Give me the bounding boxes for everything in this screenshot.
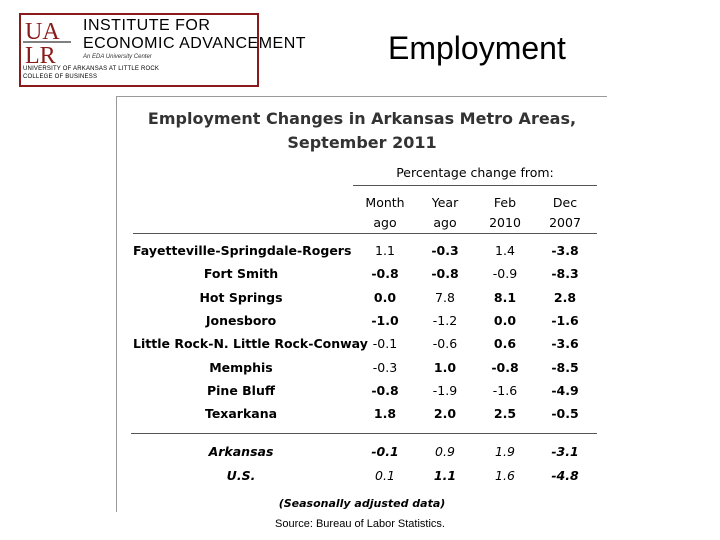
logo-line-1: INSTITUTE FOR xyxy=(83,17,211,34)
table-cell: 0.1 xyxy=(375,468,395,483)
table-cell: 0.0 xyxy=(373,289,397,305)
table-cell: 1.1 xyxy=(433,468,457,483)
column-header-line-2: ago xyxy=(433,215,457,230)
table-cell: -0.1 xyxy=(372,336,398,352)
column-header-line-1: Year xyxy=(431,195,459,210)
column-header-line-2: 2007 xyxy=(549,215,581,230)
column-header xyxy=(475,193,535,233)
slide-title: Employment xyxy=(388,30,566,66)
summary-rule xyxy=(131,433,597,434)
column-header-line-1: Dec xyxy=(552,195,578,210)
table-cell: 1.9 xyxy=(495,444,515,459)
logo-line-2: ECONOMIC ADVANCEMENT xyxy=(83,35,307,52)
metro-name: Little Rock-N. Little Rock-Conway xyxy=(133,336,368,352)
table-cell: 1.8 xyxy=(373,406,397,422)
table-cell: 1.1 xyxy=(375,243,395,258)
table-cell: 2.8 xyxy=(553,289,577,305)
table-cell: 0.9 xyxy=(435,444,455,459)
table-cell: -1.6 xyxy=(492,382,518,398)
table-cell: -0.1 xyxy=(371,444,399,459)
table-cell: -4.8 xyxy=(551,468,579,483)
table-cell: -0.6 xyxy=(432,336,458,352)
table-cell: -3.8 xyxy=(551,243,579,258)
top-rule xyxy=(133,233,597,234)
logo-initials-ua: UA xyxy=(25,19,60,45)
table-title xyxy=(117,107,607,155)
employment-table-panel xyxy=(116,96,607,512)
table-cell: 2.5 xyxy=(493,406,517,422)
logo-college: COLLEGE OF BUSINESS xyxy=(23,74,98,80)
table-cell: 1.6 xyxy=(495,468,515,483)
percent-change-header: Percentage change from: xyxy=(396,165,554,180)
table-cell: 8.1 xyxy=(493,289,517,305)
table-cell: 2.0 xyxy=(433,406,457,422)
logo-subtitle: An EDA University Center xyxy=(83,54,152,60)
table-cell: -1.2 xyxy=(432,312,458,328)
summary-row-name: Arkansas xyxy=(208,444,274,459)
table-cell: -3.1 xyxy=(551,444,579,459)
table-cell: -0.8 xyxy=(431,266,459,282)
header-rule xyxy=(353,185,597,186)
table-cell: -3.6 xyxy=(551,336,579,352)
table-cell: 1.0 xyxy=(433,359,457,375)
table-cell: -8.5 xyxy=(551,359,579,375)
column-header xyxy=(415,193,475,233)
metro-name: Pine Bluff xyxy=(206,382,275,398)
metro-name: Fort Smith xyxy=(203,266,279,282)
column-header-line-1: Feb xyxy=(493,195,517,210)
column-header-line-1: Month xyxy=(365,195,405,210)
table-cell: 0.0 xyxy=(493,312,517,328)
table-cell: 0.6 xyxy=(493,336,517,352)
column-header xyxy=(355,193,415,233)
column-header-line-2: 2010 xyxy=(489,215,521,230)
metro-name: Fayetteville-Springdale-Rogers xyxy=(133,243,352,258)
table-cell: -1.6 xyxy=(551,312,579,328)
column-header-line-2: ago xyxy=(373,215,397,230)
column-header xyxy=(535,193,595,233)
table-title-line-2: September 2011 xyxy=(287,133,437,152)
metro-name: Jonesboro xyxy=(205,312,277,328)
summary-row-name: U.S. xyxy=(226,468,256,483)
table-cell: -0.9 xyxy=(492,266,518,282)
table-cell: -0.5 xyxy=(551,406,579,422)
source-citation: Source: Bureau of Labor Statistics. xyxy=(275,518,445,530)
table-cell: -1.0 xyxy=(371,312,399,328)
table-cell: -0.8 xyxy=(371,266,399,282)
table-cell: -0.3 xyxy=(431,243,459,258)
table-cell: -1.9 xyxy=(432,382,458,398)
metro-name: Hot Springs xyxy=(199,289,283,305)
table-cell: -0.8 xyxy=(491,359,519,375)
table-cell: -0.8 xyxy=(371,382,399,398)
table-cell: -4.9 xyxy=(551,382,579,398)
table-cell: 1.4 xyxy=(495,243,515,258)
table-cell: -0.3 xyxy=(372,359,398,375)
ualr-monogram-icon xyxy=(23,17,73,67)
ualr-iea-logo xyxy=(19,13,307,87)
seasonal-note: (Seasonally adjusted data) xyxy=(278,497,446,510)
metro-name: Memphis xyxy=(209,359,273,375)
table-cell: -8.3 xyxy=(551,266,579,282)
table-title-line-1: Employment Changes in Arkansas Metro Areas, xyxy=(147,109,577,128)
table-cell: 7.8 xyxy=(435,289,455,305)
logo-initials-lr: LR xyxy=(25,43,56,67)
metro-name: Texarkana xyxy=(204,406,278,422)
logo-university: UNIVERSITY OF ARKANSAS AT LITTLE ROCK xyxy=(23,66,160,72)
